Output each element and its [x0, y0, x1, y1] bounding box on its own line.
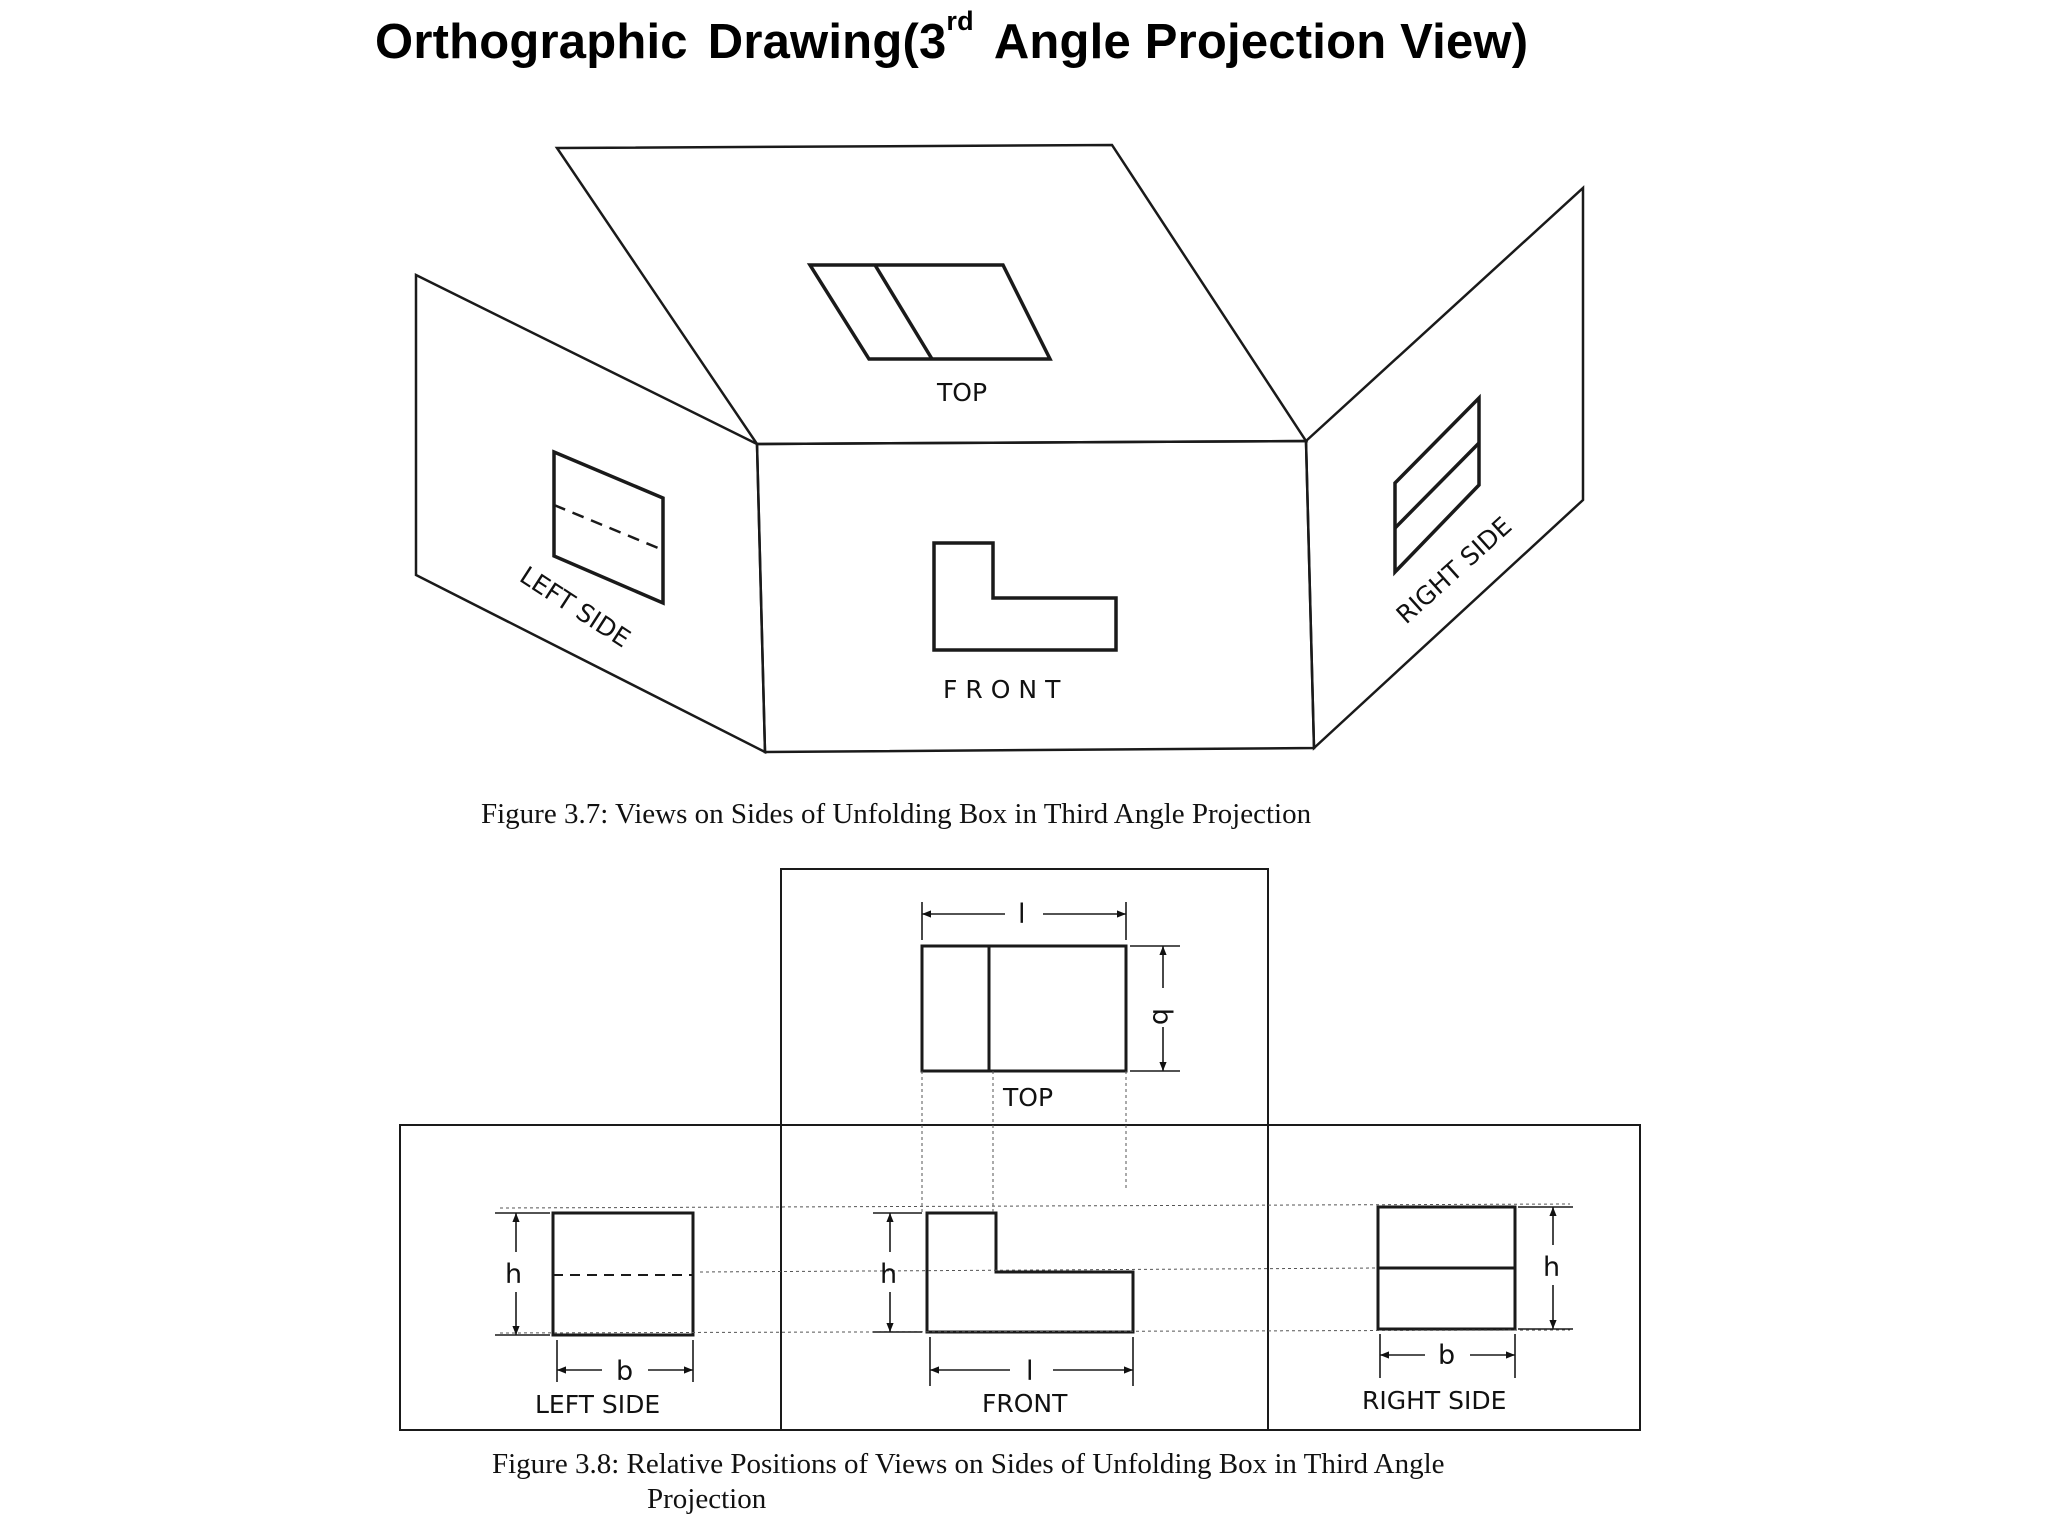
- fig38-label-left-side: LEFT SIDE: [535, 1390, 661, 1419]
- title-rest: Angle Projection View): [993, 15, 1529, 69]
- title-word-drawing: Drawing(3: [707, 15, 947, 69]
- dim-label-left-b: b: [616, 1356, 634, 1387]
- dim-label-right-b: b: [1438, 1340, 1456, 1371]
- fig38-label-front: FRONT: [982, 1389, 1068, 1418]
- dim-label-top-b: b: [1146, 1008, 1177, 1026]
- dim-label-left-h: h: [505, 1259, 523, 1290]
- figure-3-8-caption-line2: Projection: [647, 1483, 767, 1515]
- title-superscript: rd: [946, 6, 974, 36]
- dim-label-front-l: l: [1026, 1356, 1034, 1387]
- fig38-label-right-side: RIGHT SIDE: [1362, 1386, 1507, 1415]
- dim-label-right-h: h: [1543, 1252, 1561, 1283]
- fig38-label-top: TOP: [1003, 1083, 1054, 1112]
- fig37-label-top: TOP: [937, 378, 988, 407]
- fig37-label-front: FRONT: [943, 675, 1069, 704]
- figure-3-7-caption: Figure 3.7: Views on Sides of Unfolding Box in Third Angle Projection: [481, 798, 1312, 830]
- dim-label-top-l: l: [1018, 899, 1026, 930]
- title-word-orthographic: Orthographic: [375, 15, 688, 69]
- fig37-label-left-side: LEFT SIDE: [514, 560, 636, 654]
- fig37-label-right-side: RIGHT SIDE: [1390, 511, 1518, 630]
- dim-label-front-h: h: [880, 1259, 898, 1290]
- figure-3-8-caption-line1: Figure 3.8: Relative Positions of Views on Sides of Unfolding Box in Third Angle: [492, 1448, 1445, 1480]
